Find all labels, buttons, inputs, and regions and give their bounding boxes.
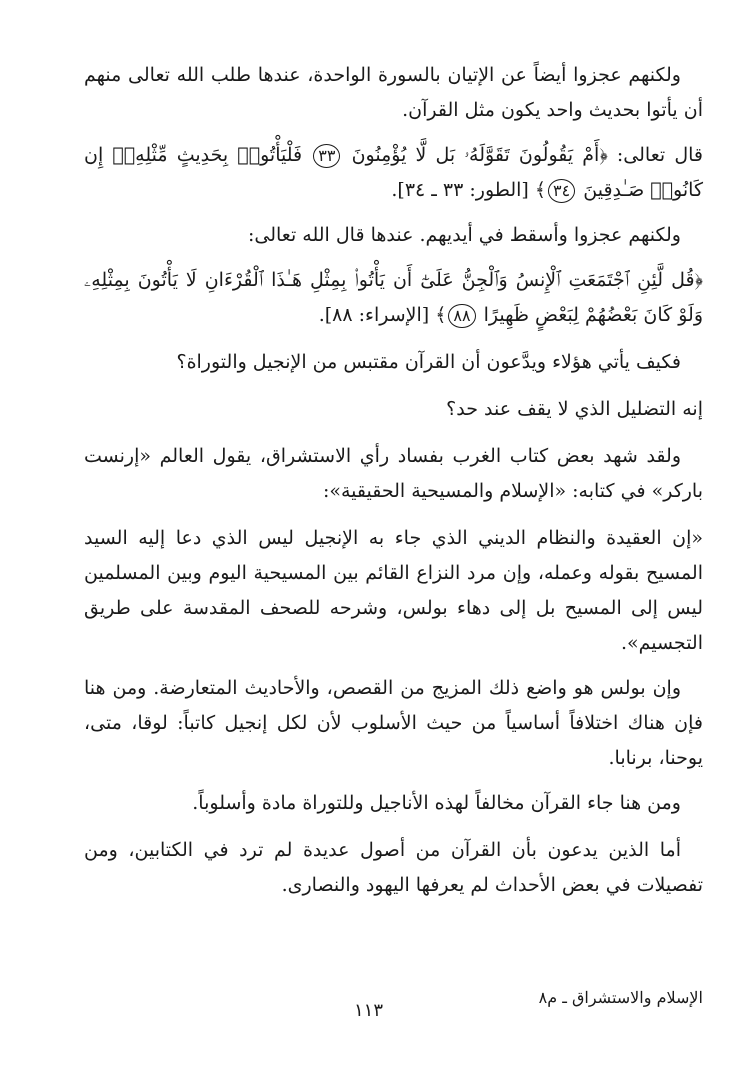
verse-reference: [الطور: ٣٣ ـ ٣٤]. <box>391 179 535 201</box>
verse-text-a: ﴿أَمْ يَقُولُونَ تَقَوَّلَهُۥ بَل لَّا يُؤْمِنُونَ <box>351 144 608 166</box>
paragraph-8-quotation: «إن العقيدة والنظام الديني الذي جاء به الإنجيل ليس الذي دعا إليه السيد المسيح بقوله وعمله، وإن مرد النزاع القائم بين المسيحية اليوم وبين المسلمين ليس إلى المسيح بل إلى دهاء بولس، وشرحه للصحف المقدسة على طريق التجسيم». <box>84 527 703 654</box>
ayah-number-marker: ٨٨ <box>448 304 475 328</box>
ayah-number-marker: ٣٤ <box>548 179 575 203</box>
running-footer-book-title: الإسلام والاستشراق ـ م٨ <box>538 988 703 1007</box>
paragraph-9: وإن بولس هو واضع ذلك المزيج من القصص، والأحاديث المتعارضة. ومن هنا فإن هناك اختلافاً أساسياً من حيث الأسلوب لأن لكل إنجيل كاتباً: لوقا، متى، يوحنا، برنابا. <box>84 677 703 769</box>
paragraph-10: ومن هنا جاء القرآن مخالفاً لهذه الأناجيل وللتوراة مادة وأسلوباً. <box>192 792 681 814</box>
verse-close-bracket: ﴾ <box>435 304 447 326</box>
verse-text: ﴿قُل لَّئِنِ ٱجْتَمَعَتِ ٱلْإِنسُ وَٱلْجِنُّ عَلَىٰٓ أَن يَأْتُوا۟ بِمِثْلِ هَـٰذَا ٱلْقُرْءَانِ لَا يَأْتُونَ بِمِثْلِهِۦ وَلَوْ كَانَ بَعْضُهُمْ لِبَعْضٍ ظَهِيرًا <box>84 269 703 326</box>
verse-close-bracket: ﴾ <box>534 179 547 201</box>
paragraph-6: إنه التضليل الذي لا يقف عند حد؟ <box>446 398 703 420</box>
paragraph-1: ولكنهم عجزوا أيضاً عن الإتيان بالسورة الواحدة، عندها طلب الله تعالى منهم أن يأتوا بحديث واحد يكون مثل القرآن. <box>84 64 703 121</box>
verse-text-b: فَلْيَأْتُوا۟ بِحَدِيثٍ مِّثْلِهِۦٓ إِن كَانُوا۟ صَـٰدِقِينَ <box>84 144 703 201</box>
page-number: ١١٣ <box>353 1000 383 1021</box>
paragraph-5: فكيف يأتي هؤلاء ويدَّعون أن القرآن مقتبس من الإنجيل والتوراة؟ <box>176 351 681 373</box>
paragraph-11: أما الذين يدعون بأن القرآن من أصول عديدة لم ترد في الكتابين، ومن تفصيلات في بعض الأحداث لم يعرفها اليهود والنصارى. <box>84 839 703 896</box>
paragraph-3: ولكنهم عجزوا وأسقط في أيديهم. عندها قال الله تعالى: <box>247 224 681 246</box>
paragraph-2-quran-quote <box>84 138 703 208</box>
paragraph-4-quran-quote <box>84 263 703 333</box>
ayah-number-marker: ٣٣ <box>313 144 340 168</box>
paragraph-7: ولقد شهد بعض كتاب الغرب بفساد رأي الاستشراق، يقول العالم «إرنست باركر» في كتابه: «الإسلام والمسيحية الحقيقية»: <box>84 445 703 502</box>
quote-intro: قال تعالى: <box>607 144 703 166</box>
verse-reference: [الإسراء: ٨٨]. <box>318 304 436 326</box>
